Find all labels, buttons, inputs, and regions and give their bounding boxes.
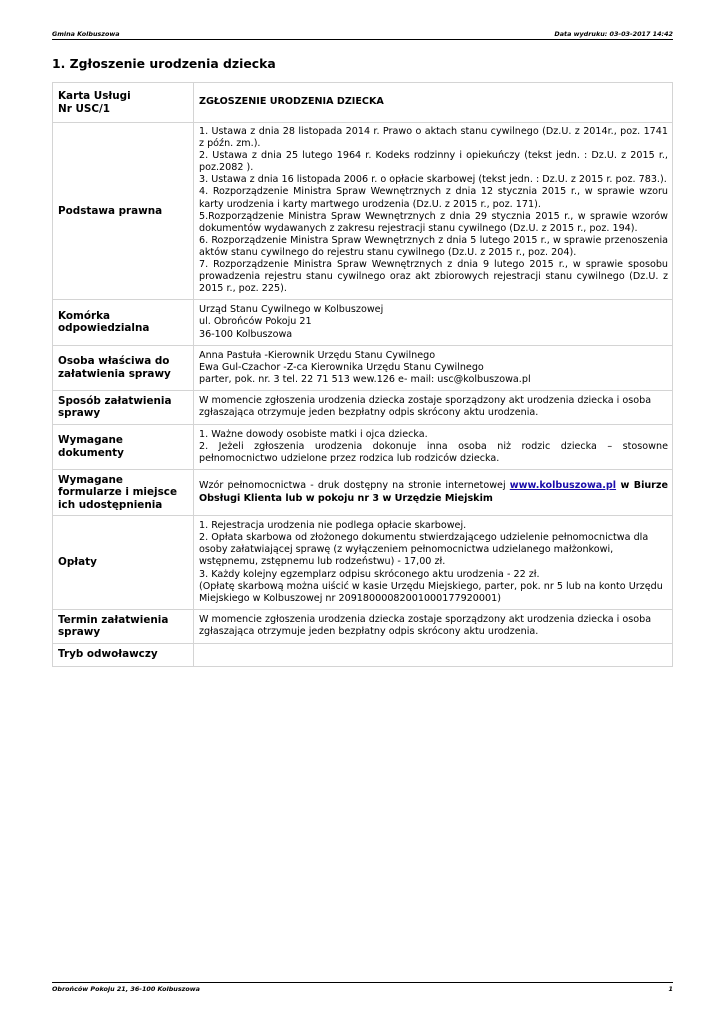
appeal-label: Tryb odwoławczy bbox=[53, 643, 194, 666]
table-row bbox=[53, 469, 673, 515]
unit-line: 36-100 Kolbuszowa bbox=[199, 328, 293, 340]
method-value: W momencie zgłoszenia urodzenia dziecka zostaje sporządzony akt urodzenia dziecka i osoba zgłaszająca otrzymuje jeden bezpłatny odpis skrócony aktu urodzenia. bbox=[194, 390, 673, 424]
deadline-value: W momencie zgłoszenia urodzenia dziecka zostaje sporządzony akt urodzenia dziecka i osoba zgłaszająca otrzymuje jeden bezpłatny odpis skrócony aktu urodzenia. bbox=[194, 609, 673, 643]
documents-line: 2. Jeżeli zgłoszenia urodzenia dokonuje inna osoba niż rodzic dziecka – stosowne pełnomocnictwo udzielone przez rodzica lub rodziców dziecka. bbox=[199, 440, 668, 464]
fees-line: (Opłatę skarbową można uiścić w kasie Urzędu Miejskiego, parter, pok. nr 5 lub na konto Urzędu Miejskiego w Kolbuszowej nr 20918000082001000177920001) bbox=[199, 580, 663, 604]
table-row bbox=[53, 83, 673, 123]
legal-line: 1. Ustawa z dnia 28 listopada 2014 r. Prawo o aktach stanu cywilnego (Dz.U. z 2014r., poz. 1741 z późn. zm.). bbox=[199, 126, 668, 150]
documents-value bbox=[194, 424, 673, 469]
forms-text bbox=[199, 480, 668, 504]
legal-line: 7. Rozporządzenie Ministra Spraw Wewnętrznych z dnia 9 lutego 2015 r., w sprawie sposobu prowadzenia rejestru stanu cywilnego oraz akt zbiorowych rejestracji stanu cywilnego (Dz.U. z 2015 r., poz. 225). bbox=[199, 259, 668, 295]
person-value bbox=[194, 345, 673, 390]
table-row bbox=[53, 424, 673, 469]
person-line: Anna Pastuła -Kierownik Urzędu Stanu Cywilnego bbox=[199, 349, 436, 361]
card-label-line1: Karta Usługi bbox=[58, 90, 131, 103]
page-title: 1. Zgłoszenie urodzenia dziecka bbox=[52, 56, 276, 71]
table-row bbox=[53, 300, 673, 345]
unit-value bbox=[194, 300, 673, 345]
legal-basis-label: Podstawa prawna bbox=[53, 123, 194, 300]
legal-line: 3. Ustawa z dnia 16 listopada 2006 r. o opłacie skarbowej (tekst jedn. : Dz.U. z 2015 r. poz. 783.). bbox=[199, 174, 667, 186]
forms-label: Wymagane formularze i miejsce ich udostępnienia bbox=[53, 469, 194, 515]
legal-line: 2. Ustawa z dnia 25 lutego 1964 r. Kodeks rodzinny i opiekuńczy (tekst jedn. : Dz.U. z 2015 r., poz.2082 ). bbox=[199, 150, 668, 174]
page-header bbox=[52, 29, 673, 40]
table-row bbox=[53, 516, 673, 610]
card-title: ZGŁOSZENIE URODZENIA DZIECKA bbox=[194, 83, 673, 123]
card-label-line2: Nr USC/1 bbox=[58, 102, 111, 115]
header-municipality: Gmina Kolbuszowa bbox=[52, 30, 120, 38]
service-card-table bbox=[52, 82, 673, 667]
forms-text-before: Wzór pełnomocnictwa - druk dostępny na stronie internetowej bbox=[199, 480, 510, 492]
fees-label: Opłaty bbox=[53, 516, 194, 610]
footer-page-number: 1 bbox=[668, 985, 673, 993]
person-line: Ewa Gul-Czachor -Z-ca Kierownika Urzędu Stanu Cywilnego bbox=[199, 361, 484, 373]
forms-text-after: w Biurze Obsługi Klienta lub w pokoju nr 3 w Urzędzie Miejskim bbox=[199, 480, 669, 504]
appeal-value bbox=[194, 643, 673, 666]
unit-line: Urząd Stanu Cywilnego w Kolbuszowej bbox=[199, 304, 384, 316]
method-label: Sposób załatwienia sprawy bbox=[53, 390, 194, 424]
legal-line: 4. Rozporządzenie Ministra Spraw Wewnętrznych z dnia 12 stycznia 2015 r., w sprawie wzoru karty urodzenia i karty martwego urodzenia (Dz.U. z 2015 r., poz. 171). bbox=[199, 186, 668, 210]
unit-line: ul. Obrońców Pokoju 21 bbox=[199, 316, 312, 328]
table-row bbox=[53, 345, 673, 390]
person-label: Osoba właściwa do załatwienia sprawy bbox=[53, 345, 194, 390]
table-row bbox=[53, 123, 673, 300]
deadline-label: Termin załatwienia sprawy bbox=[53, 609, 194, 643]
fees-line: 3. Każdy kolejny egzemplarz odpisu skróconego aktu urodzenia - 22 zł. bbox=[199, 568, 540, 580]
table-row bbox=[53, 390, 673, 424]
fees-value bbox=[194, 516, 673, 610]
forms-value bbox=[194, 469, 673, 515]
documents-line: 1. Ważne dowody osobiste matki i ojca dziecka. bbox=[199, 428, 428, 440]
legal-line: 6. Rozporządzenie Ministra Spraw Wewnętrznych z dnia 5 lutego 2015 r., w sprawie przenoszenia aktów stanu cywilnego do rejestru stanu cywilnego (Dz.U. z 2015 r., poz. 204). bbox=[199, 234, 668, 258]
card-label bbox=[53, 83, 194, 123]
legal-line: 5.Rozporządzenie Ministra Spraw Wewnętrznych z dnia 29 stycznia 2015 r., w sprawie wzorów dokumentów wydawanych z zakresu rejestracji stanu cywilnego (Dz.U. z 2015 r., poz. 194). bbox=[199, 210, 668, 234]
person-line: parter, pok. nr. 3 tel. 22 71 513 wew.126 e- mail: usc@kolbuszowa.pl bbox=[199, 373, 531, 385]
documents-label: Wymagane dokumenty bbox=[53, 424, 194, 469]
table-row bbox=[53, 609, 673, 643]
fees-line: 2. Opłata skarbowa od złożonego dokumentu stwierdzającego udzielenie pełnomocnictwa dla osoby załatwiającej sprawę (z wyłączeniem pełnomocnictwa udzielanego małżonkowi, wstępnemu, zstępnemu lub rodzeństwu) - 17,00 zł. bbox=[199, 532, 649, 568]
fees-line: 1. Rejestracja urodzenia nie podlega opłacie skarbowej. bbox=[199, 520, 467, 532]
unit-label: Komórka odpowiedzialna bbox=[53, 300, 194, 345]
page-footer bbox=[52, 982, 673, 993]
website-link[interactable]: www.kolbuszowa.pl bbox=[509, 480, 617, 492]
table-row bbox=[53, 643, 673, 666]
footer-address: Obrońców Pokoju 21, 36-100 Kolbuszowa bbox=[52, 985, 200, 993]
header-print-date: Data wydruku: 03-03-2017 14:42 bbox=[554, 30, 673, 38]
legal-basis-value bbox=[194, 123, 673, 300]
